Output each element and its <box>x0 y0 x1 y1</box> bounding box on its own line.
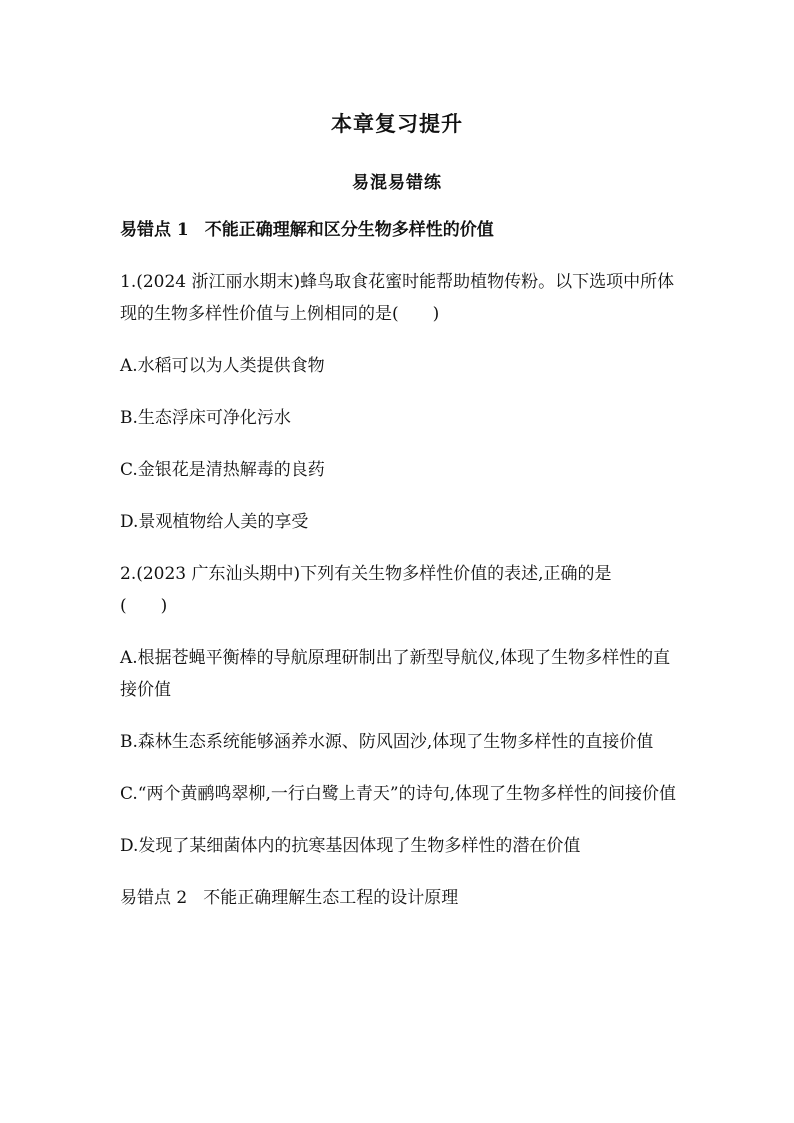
section-label: 易错点 2 <box>120 888 188 908</box>
question-2-option-b: B.森林生态系统能够涵养水源、防风固沙,体现了生物多样性的直接价值 <box>120 732 654 752</box>
section-label: 易错点 1 <box>120 220 189 240</box>
question-1-option-a: A.水稻可以为人类提供食物 <box>120 356 325 376</box>
question-1-option-c: C.金银花是清热解毒的良药 <box>120 460 325 480</box>
question-2-stem-block <box>120 558 680 622</box>
section-text: 不能正确理解生态工程的设计原理 <box>203 888 459 908</box>
page-subtitle: 易混易错练 <box>352 173 442 193</box>
question-2-option-c: C.“两个黄鹂鸣翠柳,一行白鹭上青天”的诗句,体现了生物多样性的间接价值 <box>120 784 676 804</box>
question-1-stem: 1.(2024 浙江丽水期末)蜂鸟取食花蜜时能帮助植物传粉。以下选项中所体现的生物多样性价值与上例相同的是( ) <box>120 272 675 324</box>
section-heading-1 <box>120 214 680 246</box>
page-title: 本章复习提升 <box>331 111 463 136</box>
document-content <box>120 214 680 914</box>
question-2-blank: ( ) <box>120 596 168 616</box>
section-heading-2 <box>120 882 680 914</box>
question-2-stem: 2.(2023 广东汕头期中)下列有关生物多样性价值的表述,正确的是 <box>120 564 612 584</box>
question-2-option-d: D.发现了某细菌体内的抗寒基因体现了生物多样性的潜在价值 <box>120 836 581 856</box>
question-1-option-d: D.景观植物给人美的享受 <box>120 512 309 532</box>
section-text: 不能正确理解和区分生物多样性的价值 <box>204 220 494 240</box>
question-1-option-b: B.生态浮床可净化污水 <box>120 408 291 428</box>
question-2-option-a: A.根据苍蝇平衡棒的导航原理研制出了新型导航仪,体现了生物多样性的直接价值 <box>120 648 671 700</box>
